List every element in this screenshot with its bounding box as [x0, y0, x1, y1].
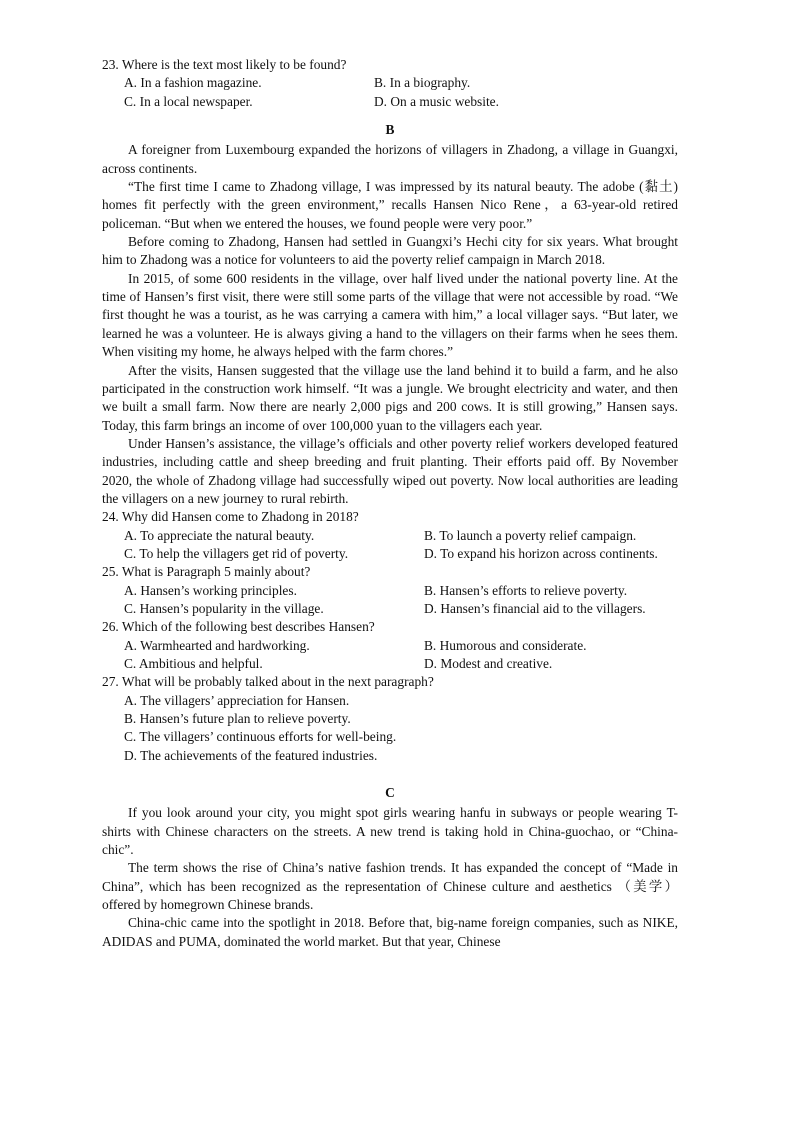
option-24-b: B. To launch a poverty relief campaign.: [424, 527, 637, 543]
option-27-a: A. The villagers’ appreciation for Hansen.: [124, 692, 350, 708]
option-26-b: B. Humorous and considerate.: [424, 637, 587, 653]
option-25-d: D. Hansen’s financial aid to the villagers.: [424, 600, 646, 616]
option-26-c: C. Ambitious and helpful.: [124, 656, 263, 671]
passage-b-paragraph: In 2015, of some 600 residents in the village, over half lived under the national poverty line. At the time of Hansen’s first visit, there were still some parts of the village that were not accessible by road. “We first thought he was a tourist, as he was carrying a camera with him,” a local villager says. “But later, we learned he was a volunteer. He is always giving a hand to the villagers on their farms when he sees them. When visiting my home, he always helped with the farm chores.”: [102, 270, 678, 360]
option-25-c: C. Hansen’s popularity in the village.: [124, 600, 324, 616]
passage-b-paragraph: Under Hansen’s assistance, the village’s officials and other poverty relief workers developed featured industries, including cattle and sheep breeding and fruit planting. Their efforts paid off. By November 2020, the whole of Zhadong village had successfully wiped out poverty. Now local authorities are leading the villagers on a new journey to rural rebirth.: [102, 435, 678, 506]
exam-page: [102, 56, 678, 951]
option-27-d: D. The achievements of the featured industries.: [124, 747, 378, 763]
option-24-a: A. To appreciate the natural beauty.: [124, 527, 315, 543]
option-23-b: B. In a biography.: [374, 75, 471, 91]
question-26-options-row-1: [102, 637, 678, 655]
question-26-stem: 26. Which of the following best describes Hansen?: [102, 619, 375, 635]
question-25-options-row-1: [102, 582, 678, 600]
passage-b-paragraph: “The first time I came to Zhadong village, I was impressed by its natural beauty. The adobe (黏土) homes fit perfectly with the green environment,” recalls Hansen Nico Rene，a 63-year-old retired policeman. “But when we entered the houses, we found people were very poor.”: [102, 179, 678, 231]
question-25-options-row-2: [102, 600, 678, 618]
question-23-options-row-1: [102, 74, 678, 92]
section-gap: [102, 765, 678, 774]
question-24-options-row-2: [102, 545, 678, 563]
question-27-stem: 27. What will be probably talked about in the next paragraph?: [102, 674, 434, 690]
question-23-stem: 23. Where is the text most likely to be found?: [102, 57, 347, 72]
option-25-b: B. Hansen’s efforts to relieve poverty.: [424, 582, 628, 598]
section-c-heading: C: [385, 785, 395, 801]
passage-c-paragraph: If you look around your city, you might spot girls wearing hanfu in subways or people wearing T-shirts with Chinese characters on the streets. A new trend is taking hold in China-guochao, or “China-chic”.: [102, 805, 678, 858]
question-24-stem: 24. Why did Hansen come to Zhadong in 2018?: [102, 509, 359, 525]
passage-c-paragraph: The term shows the rise of China’s native fashion trends. It has expanded the concept of “Made in China”, which has been recognized as the representation of Chinese culture and aesthetics （美学）offered by homegrown Chinese brands.: [102, 860, 678, 913]
passage-b-paragraph: After the visits, Hansen suggested that the village use the land behind it to build a farm, and he also participated in the construction work himself. “It was a jungle. We brought electricity and water, and then we built a small farm. Now there are nearly 2,000 pigs and 200 cows. It is still growing,” Hansen says. Today, this farm brings an income of over 100,000 yuan to the villagers each year.: [102, 362, 678, 433]
option-23-d: D. On a music website.: [374, 93, 499, 109]
option-26-a: A. Warmhearted and hardworking.: [124, 637, 310, 653]
option-24-d: D. To expand his horizon across continents.: [424, 545, 658, 561]
option-23-a: A. In a fashion magazine.: [124, 75, 262, 91]
option-25-a: A. Hansen’s working principles.: [124, 582, 297, 598]
passage-b-paragraph: A foreigner from Luxembourg expanded the horizons of villagers in Zhadong, a village in Guangxi, across continents.: [102, 142, 678, 176]
option-27-b: B. Hansen’s future plan to relieve poverty.: [124, 711, 351, 727]
question-26-options-row-2: [102, 655, 678, 673]
passage-b-paragraph: Before coming to Zhadong, Hansen had settled in Guangxi’s Hechi city for six years. What brought him to Zhadong was a notice for volunteers to aid the poverty relief campaign in March 2018.: [102, 234, 678, 268]
passage-c-paragraph: China-chic came into the spotlight in 2018. Before that, big-name foreign companies, such as NIKE, ADIDAS and PUMA, dominated the world market. But that year, Chinese: [102, 915, 678, 949]
option-27-c: C. The villagers’ continuous efforts for well-being.: [124, 729, 397, 745]
question-25-stem: 25. What is Paragraph 5 mainly about?: [102, 564, 311, 580]
question-23-options-row-2: [102, 93, 678, 111]
section-b-heading: B: [385, 122, 395, 138]
option-24-c: C. To help the villagers get rid of poverty.: [124, 545, 349, 561]
question-24-options-row-1: [102, 527, 678, 545]
option-23-c: C. In a local newspaper.: [124, 93, 253, 109]
option-26-d: D. Modest and creative.: [424, 656, 553, 671]
